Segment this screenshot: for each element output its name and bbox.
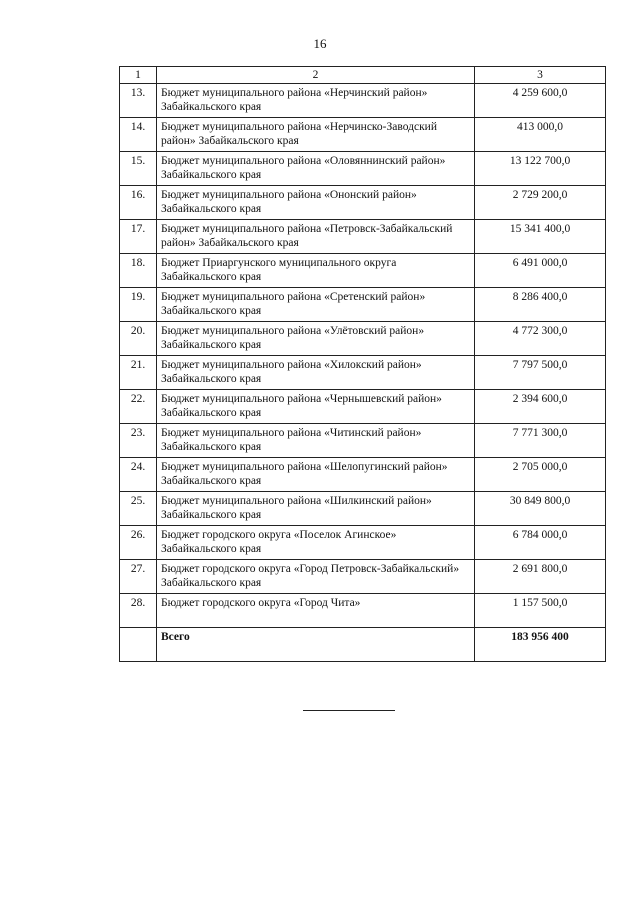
row-budget-name: Бюджет муниципального района «Шилкинский район» Забайкальского края [157, 492, 475, 526]
row-budget-name: Бюджет муниципального района «Чернышевский район» Забайкальского края [157, 390, 475, 424]
column-header-number: 1 [120, 67, 157, 84]
row-amount: 4 772 300,0 [475, 322, 606, 356]
table-row [120, 288, 606, 322]
row-budget-name: Бюджет городского округа «Город Чита» [157, 594, 475, 628]
row-amount: 1 157 500,0 [475, 594, 606, 628]
row-amount: 6 784 000,0 [475, 526, 606, 560]
row-budget-name: Бюджет городского округа «Город Петровск-Забайкальский» Забайкальского края [157, 560, 475, 594]
row-amount: 2 705 000,0 [475, 458, 606, 492]
row-number: 16. [120, 186, 157, 220]
table-row [120, 322, 606, 356]
table-row [120, 560, 606, 594]
total-row [120, 628, 606, 662]
total-amount: 183 956 400 [475, 628, 606, 662]
table-row [120, 84, 606, 118]
row-amount: 2 729 200,0 [475, 186, 606, 220]
row-amount: 2 394 600,0 [475, 390, 606, 424]
row-amount: 30 849 800,0 [475, 492, 606, 526]
row-number: 24. [120, 458, 157, 492]
table-header-row [120, 67, 606, 84]
row-budget-name: Бюджет муниципального района «Хилокский район» Забайкальского края [157, 356, 475, 390]
row-budget-name: Бюджет городского округа «Поселок Агинское» Забайкальского края [157, 526, 475, 560]
table-row [120, 254, 606, 288]
table-row [120, 492, 606, 526]
table-row [120, 356, 606, 390]
row-budget-name: Бюджет муниципального района «Сретенский район» Забайкальского края [157, 288, 475, 322]
row-budget-name: Бюджет Приаргунского муниципального округа Забайкальского края [157, 254, 475, 288]
row-number: 21. [120, 356, 157, 390]
row-number: 15. [120, 152, 157, 186]
row-budget-name: Бюджет муниципального района «Ононский район» Забайкальского края [157, 186, 475, 220]
table-row [120, 424, 606, 458]
table-row [120, 526, 606, 560]
row-number: 14. [120, 118, 157, 152]
row-number: 28. [120, 594, 157, 628]
total-label: Всего [157, 628, 475, 662]
row-number: 20. [120, 322, 157, 356]
total-row-number [120, 628, 157, 662]
row-budget-name: Бюджет муниципального района «Нерчинско-Заводский район» Забайкальского края [157, 118, 475, 152]
column-header-amount: 3 [475, 67, 606, 84]
table-row [120, 118, 606, 152]
row-budget-name: Бюджет муниципального района «Оловяннинский район» Забайкальского края [157, 152, 475, 186]
row-number: 18. [120, 254, 157, 288]
row-budget-name: Бюджет муниципального района «Читинский район» Забайкальского края [157, 424, 475, 458]
row-amount: 7 797 500,0 [475, 356, 606, 390]
row-amount: 6 491 000,0 [475, 254, 606, 288]
page-number: 16 [313, 36, 327, 51]
table-row [120, 390, 606, 424]
row-number: 27. [120, 560, 157, 594]
row-number: 22. [120, 390, 157, 424]
row-budget-name: Бюджет муниципального района «Шелопугинский район» Забайкальского края [157, 458, 475, 492]
row-number: 25. [120, 492, 157, 526]
table-row [120, 594, 606, 628]
row-number: 17. [120, 220, 157, 254]
row-amount: 7 771 300,0 [475, 424, 606, 458]
row-budget-name: Бюджет муниципального района «Улётовский район» Забайкальского края [157, 322, 475, 356]
budget-table [119, 66, 606, 662]
row-amount: 4 259 600,0 [475, 84, 606, 118]
row-amount: 413 000,0 [475, 118, 606, 152]
end-of-document-rule [303, 710, 395, 711]
table-row [120, 186, 606, 220]
table-row [120, 458, 606, 492]
row-number: 13. [120, 84, 157, 118]
row-amount: 13 122 700,0 [475, 152, 606, 186]
table-row [120, 152, 606, 186]
row-number: 23. [120, 424, 157, 458]
row-number: 19. [120, 288, 157, 322]
row-number: 26. [120, 526, 157, 560]
row-amount: 15 341 400,0 [475, 220, 606, 254]
row-budget-name: Бюджет муниципального района «Петровск-Забайкальский район» Забайкальского края [157, 220, 475, 254]
row-amount: 8 286 400,0 [475, 288, 606, 322]
row-amount: 2 691 800,0 [475, 560, 606, 594]
table-row [120, 220, 606, 254]
column-header-name: 2 [157, 67, 475, 84]
row-budget-name: Бюджет муниципального района «Нерчинский район» Забайкальского края [157, 84, 475, 118]
